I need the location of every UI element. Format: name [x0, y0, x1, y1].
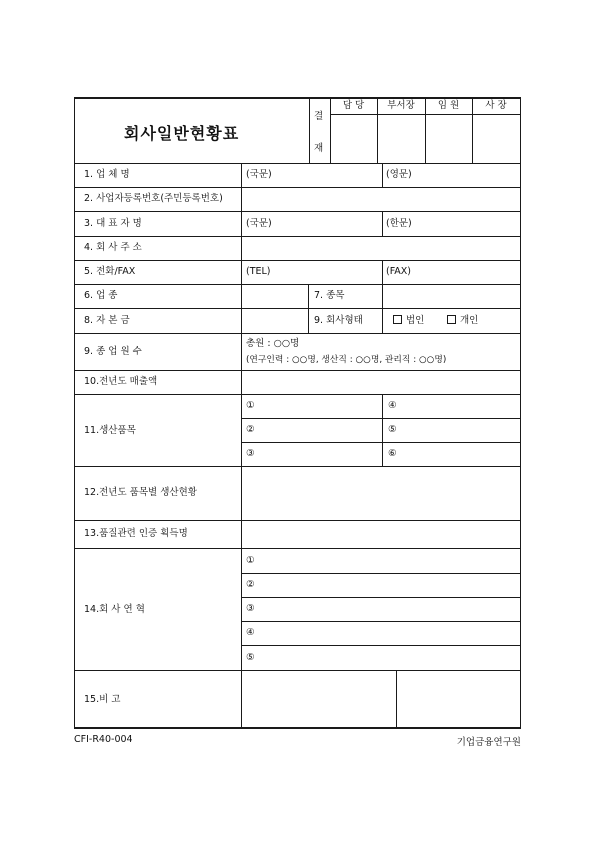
product-slot-6[interactable]: ⑥ [388, 448, 397, 459]
divider [241, 260, 242, 284]
label-business-registration: 2. 사업자등록번호(주민등록번호) [84, 193, 223, 204]
divider [241, 163, 242, 187]
label-sales: 10.전년도 매출액 [84, 376, 158, 387]
corporation-label: 법인 [406, 315, 425, 326]
employees-total-field[interactable]: 총원 : ○○명 [246, 338, 300, 349]
divider [241, 645, 521, 646]
approval-side-top: 결 [314, 111, 324, 122]
history-slot-1[interactable]: ① [246, 555, 255, 566]
divider [241, 211, 242, 236]
divider [74, 548, 521, 549]
label-phone-fax: 5. 전화/FAX [84, 266, 136, 277]
approval-sign-staff[interactable] [331, 115, 377, 163]
divider [241, 548, 242, 670]
product-slot-3[interactable]: ③ [246, 448, 255, 459]
remarks-field[interactable] [242, 671, 396, 727]
label-item: 7. 종목 [314, 290, 345, 301]
label-company-name: 1. 업 체 명 [84, 169, 130, 180]
history-slot-2[interactable]: ② [246, 579, 255, 590]
approval-side-bottom: 재 [314, 143, 324, 154]
border-right [520, 97, 521, 729]
approval-header-manager: 부서장 [387, 100, 415, 111]
border-left [74, 97, 75, 729]
divider [74, 394, 521, 395]
history-slot-5[interactable]: ⑤ [246, 652, 255, 663]
approval-header-executive: 임 원 [437, 100, 460, 111]
option-corporation[interactable] [393, 315, 424, 327]
certification-field[interactable] [242, 521, 520, 548]
tel-field[interactable]: (TEL) [246, 266, 271, 277]
product-slot-2[interactable]: ② [246, 424, 255, 435]
approval-sign-executive[interactable] [426, 115, 472, 163]
divider [74, 260, 521, 261]
history-slot-3[interactable]: ③ [246, 603, 255, 614]
employees-breakdown-field[interactable]: (연구인력 : ○○명, 생산직 : ○○명, 관리직 : ○○명) [246, 355, 447, 365]
divider [382, 394, 383, 466]
label-capital: 8. 자 본 금 [84, 315, 130, 326]
label-remarks: 15.비 고 [84, 694, 121, 705]
representative-hanja-field[interactable]: (한문) [386, 218, 412, 229]
capital-field[interactable] [242, 309, 308, 333]
divider [241, 597, 521, 598]
product-slot-4[interactable]: ④ [388, 400, 397, 411]
label-certification: 13.품질관련 인증 획득명 [84, 528, 188, 539]
remarks-extra-field[interactable] [397, 671, 520, 727]
organization-name: 기업금융연구원 [456, 737, 521, 748]
label-employees: 9. 종 업 원 수 [84, 346, 142, 357]
divider [382, 260, 383, 284]
item-field[interactable] [383, 285, 520, 308]
label-products: 11.생산품목 [84, 425, 136, 436]
border-bottom [74, 727, 521, 729]
form-title: 회사일반현황표 [124, 124, 240, 143]
border-top [74, 97, 521, 99]
label-representative: 3. 대 표 자 명 [84, 218, 142, 229]
label-production: 12.전년도 품목별 생산현황 [84, 487, 197, 498]
label-history: 14.회 사 연 혁 [84, 604, 145, 615]
address-field[interactable] [242, 237, 520, 260]
option-individual[interactable] [447, 315, 478, 327]
divider [74, 163, 521, 164]
fax-field[interactable]: (FAX) [386, 266, 412, 277]
label-industry: 6. 업 종 [84, 290, 118, 301]
divider [382, 211, 383, 236]
individual-checkbox[interactable] [447, 315, 456, 324]
approval-header-staff: 담 당 [342, 100, 365, 111]
approval-sign-president[interactable] [473, 115, 520, 163]
business-registration-field[interactable] [242, 188, 520, 211]
corporation-checkbox[interactable] [393, 315, 402, 324]
form-code: CFI-R40-004 [74, 734, 133, 745]
company-status-form [74, 97, 521, 729]
divider [74, 333, 521, 334]
divider [241, 573, 521, 574]
label-address: 4. 회 사 주 소 [84, 242, 142, 253]
industry-field[interactable] [242, 285, 308, 308]
divider [382, 163, 383, 187]
divider [241, 418, 521, 419]
history-slot-4[interactable]: ④ [246, 627, 255, 638]
production-field[interactable] [242, 467, 520, 520]
product-slot-5[interactable]: ⑤ [388, 424, 397, 435]
approval-sign-manager[interactable] [378, 115, 425, 163]
company-name-korean-field[interactable]: (국문) [246, 169, 272, 180]
divider [241, 394, 242, 466]
divider [74, 211, 521, 212]
divider [241, 333, 242, 370]
divider [241, 442, 521, 443]
divider [241, 621, 521, 622]
divider [309, 97, 310, 163]
divider [308, 284, 309, 333]
approval-header-president: 사 장 [485, 100, 507, 111]
company-name-english-field[interactable]: (영문) [386, 169, 412, 180]
individual-label: 개인 [460, 315, 479, 326]
label-company-type: 9. 회사형태 [314, 315, 363, 326]
product-slot-1[interactable]: ① [246, 400, 255, 411]
sales-field[interactable] [242, 371, 520, 394]
representative-korean-field[interactable]: (국문) [246, 218, 272, 229]
